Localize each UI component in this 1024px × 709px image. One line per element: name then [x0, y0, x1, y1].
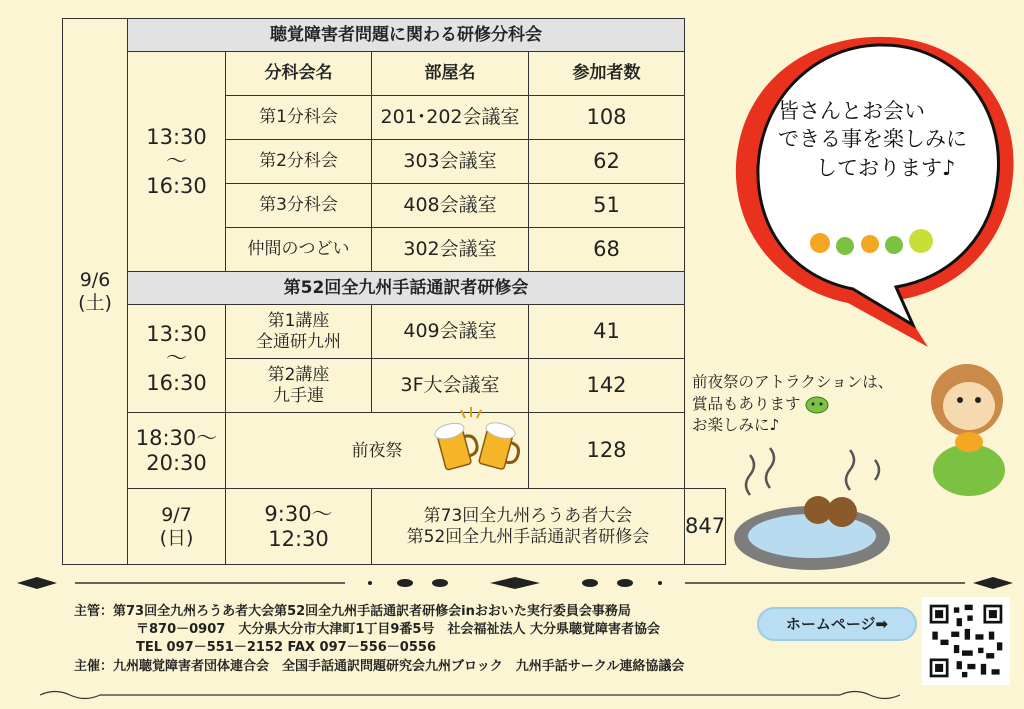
session-count: 68 — [529, 228, 685, 272]
lecture-room: 409会議室 — [372, 305, 529, 359]
time-cell-day2 — [226, 489, 372, 565]
schedule-table — [62, 18, 726, 565]
time-sep: ～ — [166, 149, 187, 174]
eve-party-name: 前夜祭 — [351, 441, 403, 462]
attraction-line: お楽しみに♪ — [692, 416, 780, 435]
monkey-mascot-icon — [922, 360, 1012, 500]
main-event-cell — [372, 489, 685, 565]
session-count: 62 — [529, 140, 685, 184]
session-name: 第3分科会 — [226, 184, 372, 228]
footer-sponsor: 主催：九州聴覚障害者団体連合会 全国手話通訳問題研究会九州ブロック 九州手話サークル連絡協議会 — [74, 658, 685, 674]
session-room: 408会議室 — [372, 184, 529, 228]
time-end: 16:30 — [146, 370, 207, 395]
qr-code-icon[interactable] — [922, 597, 1010, 685]
lecture-count: 41 — [529, 305, 685, 359]
section-title-workshops: 聴覚障害者問題に関わる研修分科会 — [128, 19, 685, 52]
time-sep: ～ — [166, 346, 187, 371]
time-start: 18:30～ — [135, 426, 218, 451]
date-cell-day1 — [63, 19, 128, 565]
time-cell-training — [128, 305, 226, 413]
beer-toast-icon — [431, 403, 526, 478]
time-start: 13:30 — [146, 322, 207, 347]
time-end: 20:30 — [146, 450, 207, 475]
bubble-message — [778, 97, 967, 182]
green-mascot-icon — [805, 394, 829, 414]
ornament-divider-bottom — [40, 688, 900, 702]
time-end: 12:30 — [268, 526, 329, 551]
lecture-org: 九手連 — [273, 385, 324, 406]
footer-contact: TEL 097－551－2152 FAX 097－556－0556 — [136, 640, 436, 656]
lecture-name — [226, 359, 372, 413]
col-header-room: 部屋名 — [372, 52, 529, 96]
bubble-line: 皆さんとお会い — [778, 99, 925, 123]
event-title-2: 第52回全九州手話通訳者研修会 — [406, 526, 650, 547]
time-end: 16:30 — [146, 173, 207, 198]
lecture-room: 3F大会議室 — [372, 359, 529, 413]
attraction-line: 前夜祭のアトラクションは、 — [692, 373, 894, 391]
lecture-title: 第2講座 — [267, 365, 330, 386]
session-name: 仲間のつどい — [226, 228, 372, 272]
session-count: 108 — [529, 96, 685, 140]
lecture-count: 142 — [529, 359, 685, 413]
col-header-count: 参加者数 — [529, 52, 685, 96]
time-start: 9:30～ — [264, 502, 333, 527]
session-room: 303会議室 — [372, 140, 529, 184]
section-title-training: 第52回全九州手話通訳者研修会 — [128, 272, 685, 305]
eve-party-count: 128 — [529, 413, 685, 489]
speech-bubble — [728, 25, 1018, 355]
session-room: 201･202会議室 — [372, 96, 529, 140]
ornament-divider — [15, 573, 1015, 593]
col-header-name: 分科会名 — [226, 52, 372, 96]
session-name: 第1分科会 — [226, 96, 372, 140]
time-start: 13:30 — [146, 125, 207, 150]
weekday-day2: (日) — [159, 526, 194, 549]
eve-party-cell — [226, 413, 529, 489]
hot-spring-icon — [730, 440, 895, 575]
bubble-line: できる事を楽しみに — [778, 127, 967, 152]
date-day2: 9/7 — [161, 503, 192, 526]
event-title-1: 第73回全九州ろうあ者大会 — [423, 506, 633, 527]
session-count: 51 — [529, 184, 685, 228]
lecture-title: 第1講座 — [267, 311, 330, 332]
time-cell-workshops — [128, 52, 226, 272]
lecture-org: 全通研九州 — [256, 331, 341, 352]
bubble-line: しております♪ — [816, 155, 956, 180]
lecture-name — [226, 305, 372, 359]
homepage-button[interactable]: ホームページ➡ — [757, 607, 917, 641]
footer-organizer: 主管：第73回全九州ろうあ者大会第52回全九州手話通訳者研修会inおおいた実行委員会事務局 — [74, 604, 631, 619]
weekday-day1: (土) — [78, 291, 112, 314]
footer-address: 〒870－0907 大分県大分市大津町1丁目9番5号 社会福祉法人 大分県聴覚障害者協会 — [136, 622, 660, 638]
session-room: 302会議室 — [372, 228, 529, 272]
date-day1: 9/6 — [79, 268, 111, 291]
attraction-note — [692, 372, 893, 437]
main-event-count: 847 — [685, 489, 726, 565]
date-cell-day2 — [128, 489, 226, 565]
time-cell-eve — [128, 413, 226, 489]
session-name: 第2分科会 — [226, 140, 372, 184]
attraction-line: 賞品もあります — [692, 394, 801, 413]
footer-info — [74, 603, 684, 676]
